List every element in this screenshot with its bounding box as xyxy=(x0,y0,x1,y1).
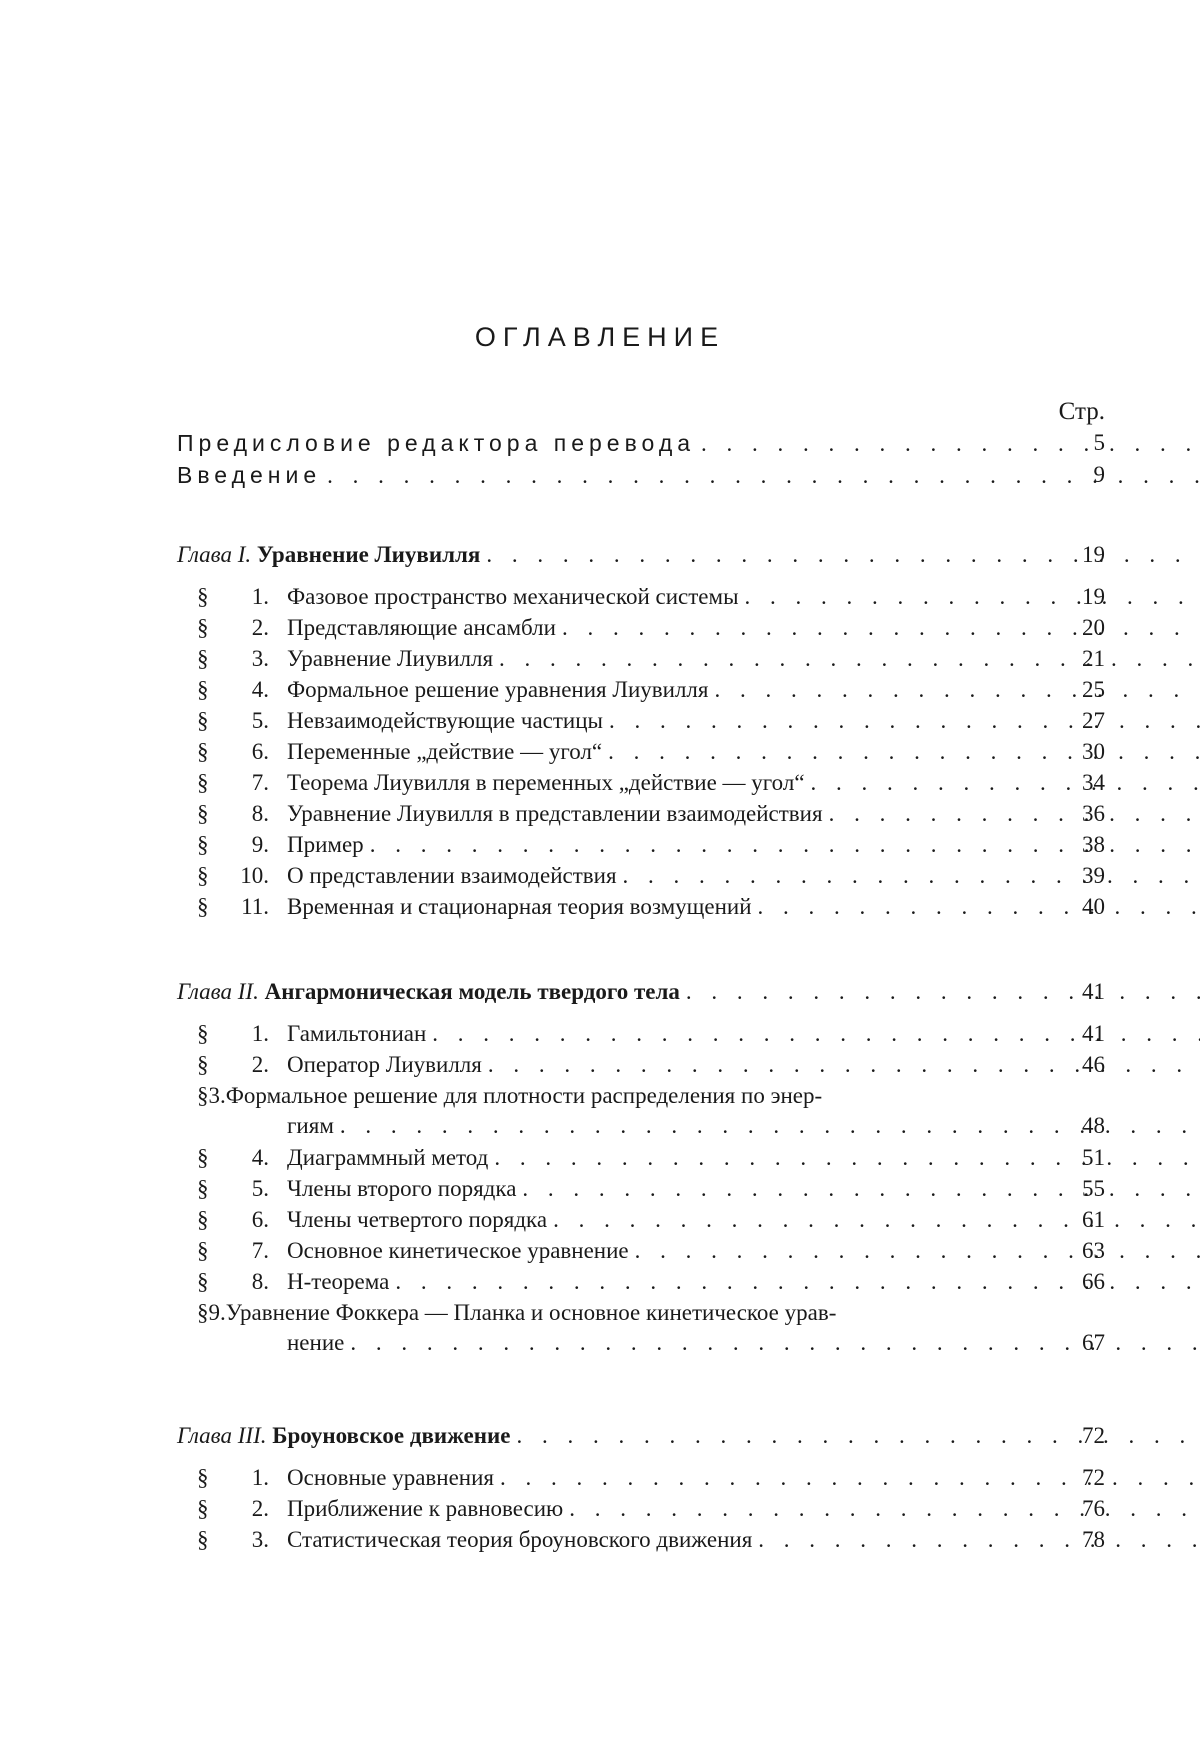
section-sign: § xyxy=(197,894,209,919)
section-title: Уравнение Фоккера — Планка и основное кинетическое урав- xyxy=(225,1300,837,1325)
section-sign: § xyxy=(197,770,209,795)
section-entry[interactable] xyxy=(0,1463,1200,1493)
section-entry[interactable] xyxy=(0,861,1200,891)
section-title: Теорема Лиувилля в переменных „действие — угол“ xyxy=(287,770,805,795)
section-title: Члены второго порядка xyxy=(287,1176,517,1201)
chapter-label: Глава I. xyxy=(177,542,252,567)
section-title: Невзаимодействующие частицы xyxy=(287,708,603,733)
dot-leader xyxy=(608,737,1200,767)
chapter-entry[interactable] xyxy=(0,1421,1200,1451)
page-number: 48 xyxy=(1082,1113,1105,1138)
section-number: 1. xyxy=(251,1465,269,1490)
chapter-title: Броуновское движение xyxy=(272,1423,511,1448)
section-title-continued: гиям xyxy=(287,1113,334,1138)
toc-entry[interactable] xyxy=(0,460,1200,490)
section-number: 3. xyxy=(251,646,269,671)
section-number: 1. xyxy=(251,1021,269,1046)
section-entry[interactable] xyxy=(0,1174,1200,1204)
dot-leader xyxy=(758,892,1200,922)
section-title: Фазовое пространство механической системы xyxy=(287,584,739,609)
section-entry[interactable] xyxy=(0,1494,1200,1524)
dot-leader xyxy=(758,1525,1200,1555)
chapter-label: Глава III. xyxy=(177,1423,267,1448)
section-title: Статистическая теория броуновского движения xyxy=(287,1527,753,1552)
section-number: 5. xyxy=(251,708,269,733)
section-entry[interactable] xyxy=(0,644,1200,674)
page-number: 9 xyxy=(1093,462,1105,487)
dot-leader xyxy=(811,768,1200,798)
section-sign: § xyxy=(197,1052,209,1077)
page-number: 63 xyxy=(1082,1238,1105,1263)
entry-title: Предисловие редактора перевода xyxy=(177,430,696,456)
section-sign: § xyxy=(197,832,209,857)
dot-leader xyxy=(829,799,1200,829)
chapter-label: Глава II. xyxy=(177,979,259,1004)
section-sign: § xyxy=(197,1238,209,1263)
chapter-entry[interactable] xyxy=(0,977,1200,1007)
section-entry[interactable] xyxy=(0,892,1200,922)
page-number: 36 xyxy=(1082,801,1105,826)
section-title: Диаграммный метод xyxy=(287,1145,489,1170)
page-number: 55 xyxy=(1082,1176,1105,1201)
section-title: Члены четвертого порядка xyxy=(287,1207,548,1232)
section-title: Уравнение Лиувилля xyxy=(287,646,494,671)
section-title: Переменные „действие — угол“ xyxy=(287,739,603,764)
section-number: 7. xyxy=(251,1238,269,1263)
page-number: 72 xyxy=(1082,1465,1105,1490)
section-sign: § xyxy=(197,1207,209,1232)
page-number: 19 xyxy=(1082,542,1105,567)
dot-leader xyxy=(686,977,1200,1007)
dot-leader xyxy=(623,861,1200,891)
page-number: 76 xyxy=(1082,1496,1105,1521)
page-number: 51 xyxy=(1082,1145,1105,1170)
section-number: 6. xyxy=(251,739,269,764)
section-number: 11. xyxy=(241,894,269,919)
section-number: 9. xyxy=(251,832,269,857)
section-entry[interactable] xyxy=(0,1050,1200,1080)
section-sign: § xyxy=(197,1527,209,1552)
dot-leader xyxy=(569,1494,1200,1524)
section-title: Формальное решение уравнения Лиувилля xyxy=(287,677,709,702)
dot-leader xyxy=(715,675,1200,705)
section-sign: § xyxy=(197,863,209,888)
section-sign: § xyxy=(197,615,209,640)
section-sign: § xyxy=(197,584,209,609)
section-entry[interactable] xyxy=(0,675,1200,705)
section-sign: § xyxy=(197,646,209,671)
section-entry[interactable] xyxy=(0,1298,1200,1358)
section-sign: § xyxy=(197,1300,209,1325)
section-entry[interactable] xyxy=(0,706,1200,736)
page-number: 41 xyxy=(1082,979,1105,1004)
section-number: 4. xyxy=(251,677,269,702)
section-number: 5. xyxy=(251,1176,269,1201)
section-sign: § xyxy=(197,1176,209,1201)
section-title: Гамильтониан xyxy=(287,1021,427,1046)
section-title: Пример xyxy=(287,832,364,857)
section-number: 3. xyxy=(251,1527,269,1552)
page-number: 34 xyxy=(1082,770,1105,795)
section-entry[interactable] xyxy=(0,1081,1200,1141)
page-number: 39 xyxy=(1082,863,1105,888)
section-number: 3. xyxy=(208,1083,226,1108)
section-entry[interactable] xyxy=(0,830,1200,860)
dot-leader xyxy=(635,1236,1200,1266)
section-entry[interactable] xyxy=(0,1267,1200,1297)
dot-leader xyxy=(745,582,1200,612)
section-entry[interactable] xyxy=(0,582,1200,612)
page-number: 72 xyxy=(1082,1423,1105,1448)
page-column-label: Стр. xyxy=(1058,398,1105,425)
dot-leader xyxy=(609,706,1200,736)
section-entry[interactable] xyxy=(0,799,1200,829)
page-number: 30 xyxy=(1082,739,1105,764)
section-title: Основные уравнения xyxy=(287,1465,494,1490)
page-number: 66 xyxy=(1082,1269,1105,1294)
section-number: 9. xyxy=(208,1300,226,1325)
page-number: 38 xyxy=(1082,832,1105,857)
section-sign: § xyxy=(197,801,209,826)
section-entry[interactable] xyxy=(0,1143,1200,1173)
section-sign: § xyxy=(197,1083,209,1108)
page-number: 5 xyxy=(1093,430,1105,455)
section-title: H-теорема xyxy=(287,1269,390,1294)
section-number: 2. xyxy=(251,1496,269,1521)
page-number: 41 xyxy=(1082,1021,1105,1046)
page-number: 19 xyxy=(1082,584,1105,609)
section-number: 8. xyxy=(251,1269,269,1294)
page-number: 27 xyxy=(1082,708,1105,733)
section-sign: § xyxy=(197,708,209,733)
chapter-entry[interactable] xyxy=(0,540,1200,570)
page-title: ОГЛАВЛЕНИЕ xyxy=(474,322,726,352)
page-number: 67 xyxy=(1082,1330,1105,1355)
page-number: 20 xyxy=(1082,615,1105,640)
page-number: 46 xyxy=(1082,1052,1105,1077)
section-number: 2. xyxy=(251,615,269,640)
page-number: 61 xyxy=(1082,1207,1105,1232)
section-entry[interactable] xyxy=(0,1525,1200,1555)
section-number: 8. xyxy=(251,801,269,826)
section-title: Временная и стационарная теория возмущений xyxy=(287,894,752,919)
section-entry[interactable] xyxy=(0,768,1200,798)
toc-entry[interactable] xyxy=(0,428,1200,458)
section-title: Основное кинетическое уравнение xyxy=(287,1238,629,1263)
section-sign: § xyxy=(197,1496,209,1521)
section-sign: § xyxy=(197,739,209,764)
section-title: Формальное решение для плотности распределения по энер- xyxy=(225,1083,823,1108)
section-number: 7. xyxy=(251,770,269,795)
section-entry[interactable] xyxy=(0,1205,1200,1235)
section-sign: § xyxy=(197,1269,209,1294)
section-entry[interactable] xyxy=(0,1019,1200,1049)
section-title: Оператор Лиувилля xyxy=(287,1052,482,1077)
section-title: О представлении взаимодействия xyxy=(287,863,617,888)
section-entry[interactable] xyxy=(0,737,1200,767)
section-number: 10. xyxy=(240,863,269,888)
section-title: Уравнение Лиувилля в представлении взаимодействия xyxy=(287,801,823,826)
chapter-title: Ангармоническая модель твердого тела xyxy=(264,979,680,1004)
section-sign: § xyxy=(197,1021,209,1046)
section-sign: § xyxy=(197,1145,209,1170)
page-number: 21 xyxy=(1082,646,1105,671)
section-number: 6. xyxy=(251,1207,269,1232)
section-entry[interactable] xyxy=(0,613,1200,643)
section-sign: § xyxy=(197,677,209,702)
section-title-continued: нение xyxy=(287,1330,345,1355)
section-number: 2. xyxy=(251,1052,269,1077)
section-number: 4. xyxy=(251,1145,269,1170)
section-number: 1. xyxy=(251,584,269,609)
entry-title: Введение xyxy=(177,462,322,488)
section-entry[interactable] xyxy=(0,1236,1200,1266)
section-title: Приближение к равновесию xyxy=(287,1496,564,1521)
page-number: 78 xyxy=(1082,1527,1105,1552)
page-number: 40 xyxy=(1082,894,1105,919)
chapter-title: Уравнение Лиувилля xyxy=(256,542,481,567)
section-sign: § xyxy=(197,1465,209,1490)
section-title: Представляющие ансамбли xyxy=(287,615,556,640)
dot-leader xyxy=(701,429,1200,459)
page-number: 25 xyxy=(1082,677,1105,702)
